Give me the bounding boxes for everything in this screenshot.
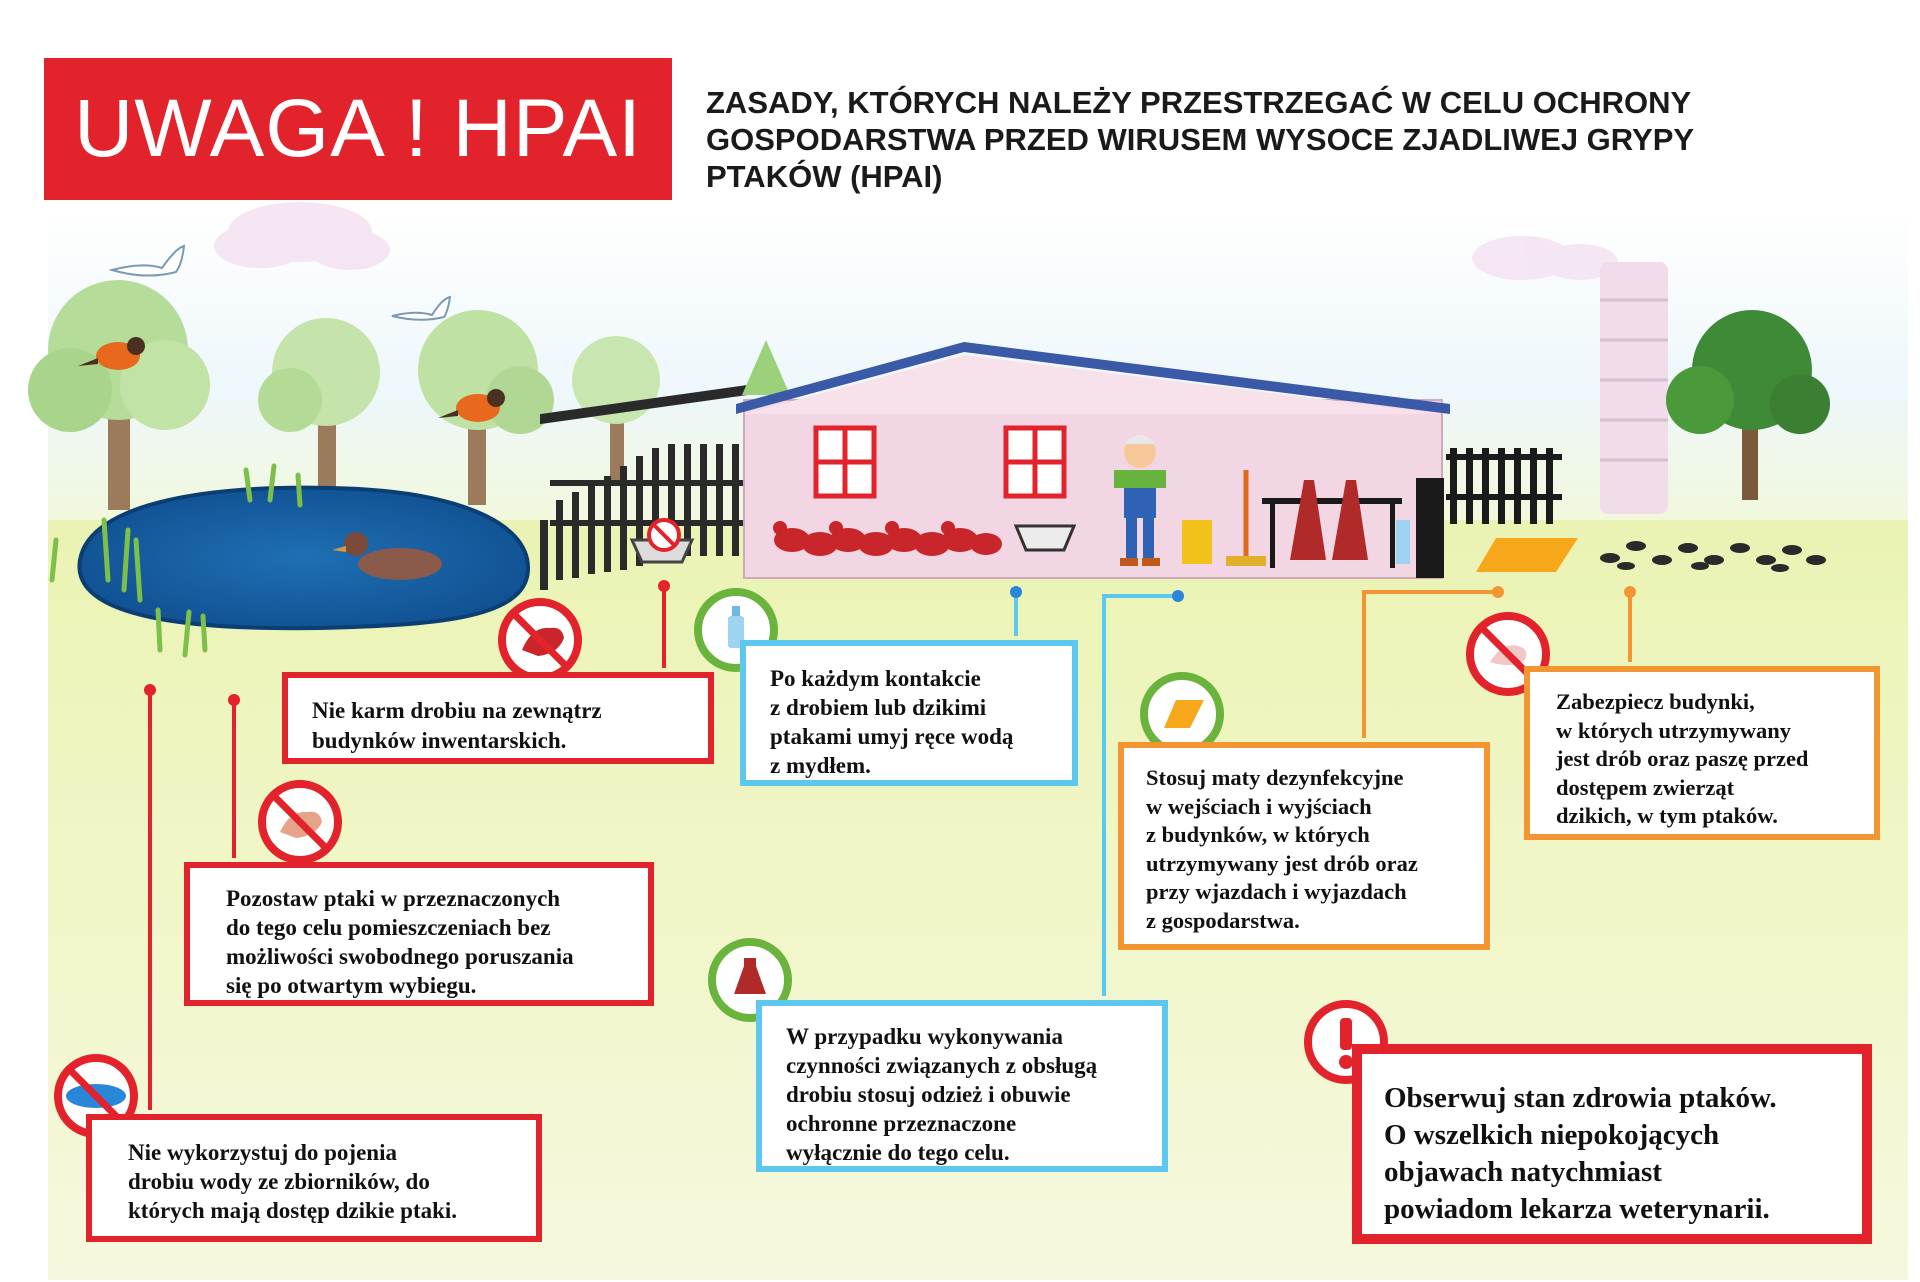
rule-no-feeding-outside — [282, 672, 714, 764]
rule-text-line: Nie wykorzystuj do pojenia — [128, 1140, 397, 1165]
rule-protective-clothing — [756, 1000, 1168, 1172]
rule-wash-hands — [740, 640, 1078, 786]
rule-text-line: których mają dostęp dzikie ptaki. — [128, 1198, 458, 1223]
hpai-warning-banner — [44, 58, 672, 200]
rule-text-line: z gospodarstwa. — [1146, 907, 1300, 933]
no-free-range-icon — [262, 784, 338, 860]
headline-line: PTAKÓW (HPAI) — [706, 159, 943, 194]
rule-text-line: utrzymywany jest drób oraz — [1146, 850, 1418, 876]
rule-text-line: wyłącznie do tego celu. — [786, 1140, 1010, 1165]
rule-text-line: drobiu wody ze zbiorników, do — [128, 1169, 430, 1194]
banner-title: UWAGA ! HPAI — [74, 83, 642, 174]
disinfection-mat-icon — [1144, 676, 1220, 752]
rule-text-line: z mydłem. — [770, 753, 871, 778]
rule-secure-buildings — [1524, 666, 1880, 840]
rule-text-line: w wejściach i wyjściach — [1146, 793, 1372, 819]
rule-text-line: Obserwuj stan zdrowia ptaków. — [1384, 1082, 1777, 1114]
headline-line: ZASADY, KTÓRYCH NALEŻY PRZESTRZEGAĆ W CELU OCHRONY — [706, 85, 1692, 120]
rule-text-line: do tego celu pomieszczeniach bez — [226, 915, 551, 940]
rule-keep-birds-inside — [184, 862, 654, 1006]
silo — [1600, 262, 1668, 514]
pond — [79, 488, 528, 629]
rule-text-line: drobiu stosuj odzież i obuwie — [786, 1082, 1071, 1107]
rule-text-line: dzikich, w tym ptaków. — [1556, 803, 1778, 828]
rule-text-line: Pozostaw ptaki w przeznaczonych — [226, 886, 561, 911]
rule-text-line: ochronne przeznaczone — [786, 1111, 1017, 1136]
rule-text-line: dostępem zwierząt — [1556, 774, 1735, 800]
rule-text-line: powiadom lekarza weterynarii. — [1384, 1193, 1770, 1225]
rule-text-line: ptakami umyj ręce wodą — [770, 724, 1014, 749]
headline-line: GOSPODARSTWA PRZED WIRUSEM WYSOCE ZJADLIWEJ GRYPY — [706, 122, 1695, 157]
rule-disinfection-mats — [1118, 742, 1490, 950]
rule-text-line: W przypadku wykonywania — [786, 1024, 1063, 1049]
rule-text-line: możliwości swobodnego poruszania — [226, 944, 574, 969]
rule-text-line: budynków inwentarskich. — [312, 728, 567, 753]
rule-observe-health — [1352, 1044, 1872, 1244]
rule-no-pond-water — [86, 1114, 542, 1242]
rule-text-line: z budynków, w których — [1146, 822, 1370, 847]
rule-text-line: jest drób oraz paszę przed — [1556, 746, 1809, 771]
rule-text-line: O wszelkich niepokojących — [1384, 1119, 1720, 1151]
rule-text-line: przy wjazdach i wyjazdach — [1146, 879, 1407, 904]
rule-text-line: Po każdym kontakcie — [770, 666, 981, 691]
headline — [706, 84, 1886, 195]
rule-text-line: Stosuj maty dezynfekcyjne — [1146, 765, 1404, 790]
rule-text-line: w których utrzymywany — [1556, 717, 1791, 743]
rule-text-line: objawach natychmiast — [1384, 1156, 1662, 1188]
no-feeding-outside-icon — [502, 602, 578, 678]
rule-text-line: Zabezpiecz budynki, — [1556, 689, 1755, 714]
rule-text-line: się po otwartym wybiegu. — [226, 973, 477, 998]
rule-text-line: z drobiem lub dzikimi — [770, 695, 987, 720]
rule-text-line: Nie karm drobiu na zewnątrz — [312, 698, 602, 723]
rule-text-line: czynności związanych z obsługą — [786, 1053, 1098, 1078]
